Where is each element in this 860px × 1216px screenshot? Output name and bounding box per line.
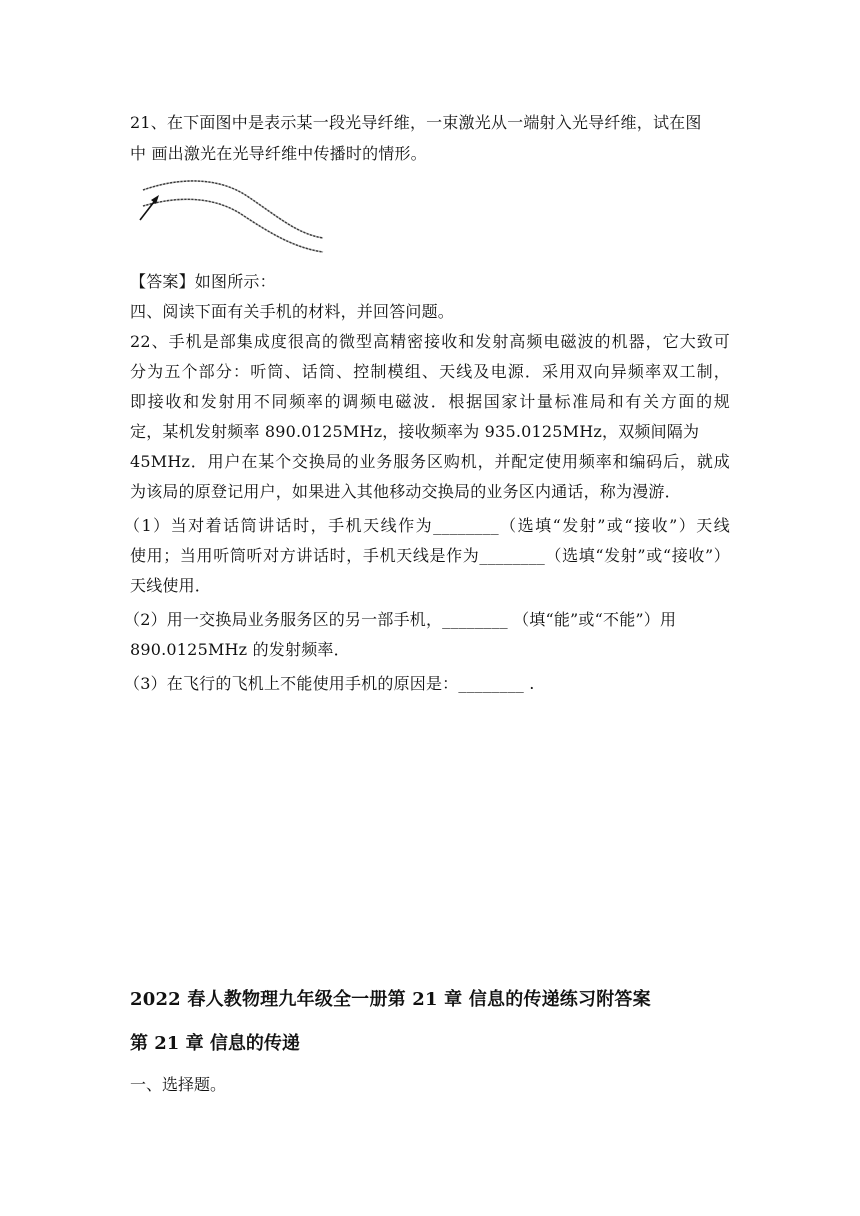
- question-22-sub-1-line-2: 使用；当用听筒听对方讲话时，手机天线是作为________（选填“发射”或“接收”）: [130, 546, 730, 565]
- question-22-sub-1-line-1: （1）当对着话筒讲话时，手机天线作为________（选填“发射”或“接收”）天线: [124, 516, 730, 535]
- question-22-line-3: 即接收和发射用不同频率的调频电磁波．根据国家计量标准局和有关方面的规: [130, 392, 730, 411]
- question-22-sub-2-line-2: 890.0125MHz 的发射频率．: [130, 640, 350, 659]
- question-22-block: [124, 267, 730, 699]
- question-22-sub-2-line-1: （2）用一交换局业务服务区的另一部手机，________ （填“能”或“不能”）用: [124, 610, 677, 629]
- answer-21: 【答案】如图所示：: [130, 272, 276, 291]
- optical-fiber-diagram-icon: [137, 176, 325, 256]
- question-22-sub-3: （3）在飞行的飞机上不能使用手机的原因是：________ .: [124, 674, 535, 693]
- question-22-line-6: 为该局的原登记用户，如果进入其他移动交换局的业务区内通话，称为漫游．: [130, 482, 681, 501]
- section-4-heading: 四、阅读下面有关手机的材料，并回答问题。: [130, 302, 455, 321]
- question-22-line-2: 分为五个部分：听筒、话筒、控制模组、天线及电源．采用双向异频率双工制，: [130, 362, 730, 381]
- document-title: 2022 春人教物理九年级全一册第 21 章 信息的传递练习附答案: [130, 989, 651, 1010]
- question-21-line-2: 中 画出激光在光导纤维中传播时的情形。: [130, 143, 427, 163]
- question-21: [130, 108, 730, 169]
- question-22-line-1: 22、手机是部集成度很高的微型高精密接收和发射高频电磁波的机器，它大致可: [130, 332, 730, 351]
- question-21-line-1: 21、在下面图中是表示某一段光导纤维，一束激光从一端射入光导纤维，试在图: [130, 113, 702, 132]
- section-1-heading: 一、选择题。: [130, 1075, 227, 1094]
- question-22-line-4: 定，某机发射频率 890.0125MHz，接收频率为 935.0125MHz，双频间隔为: [130, 422, 700, 441]
- chapter-title: 第 21 章 信息的传递: [130, 1033, 300, 1054]
- question-22-sub-1-line-3: 天线使用．: [130, 576, 212, 595]
- question-22-line-5: 45MHz．用户在某个交换局的业务服务区购机，并配定使用频率和编码后，就成: [130, 452, 730, 471]
